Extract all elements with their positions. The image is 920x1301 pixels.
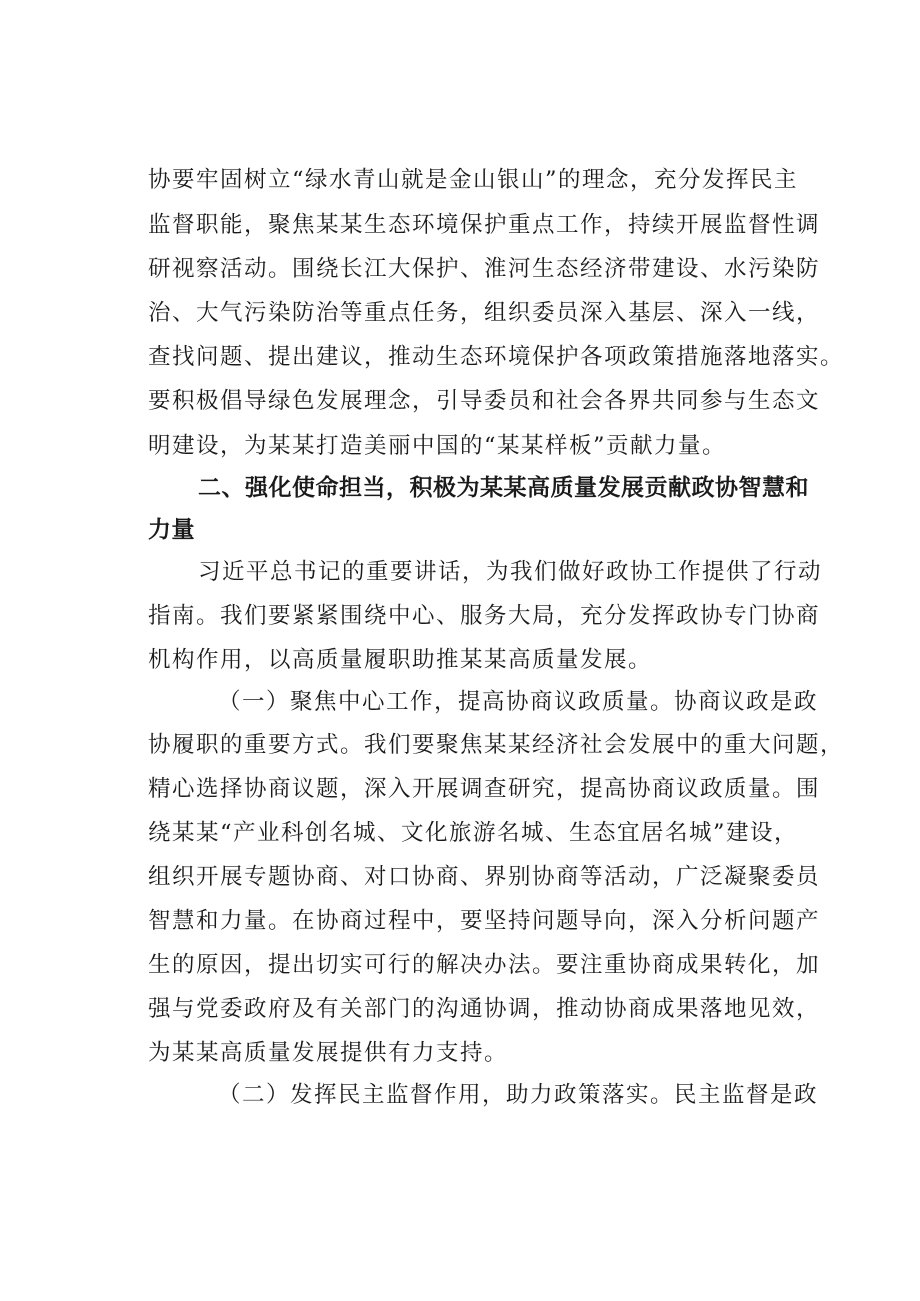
paragraph-line: 监督职能，聚焦某某生态环境保护重点工作，持续开展监督性调 [148, 212, 821, 238]
paragraph-line: 治、大气污染防治等重点任务，组织委员深入基层、深入一线， [148, 300, 821, 326]
paragraph-line: 协履职的重要方式。我们要聚焦某某经济社会发展中的重大问题， [148, 732, 845, 758]
paragraph-line: 智慧和力量。在协商过程中，要坚持问题导向，深入分析问题产 [148, 908, 821, 934]
paragraph-line: 为某某高质量发展提供有力支持。 [148, 1040, 509, 1066]
paragraph-line: 机构作用，以高质量履职助推某某高质量发展。 [148, 647, 653, 673]
paragraph-line: 强与党委政府及有关部门的沟通协调，推动协商成果落地见效， [148, 996, 821, 1022]
paragraph-line: 精心选择协商议题，深入开展调查研究，提高协商议政质量。围 [148, 776, 821, 802]
paragraph-line: （一）聚焦中心工作，提高协商议政质量。协商议政是政 [218, 689, 819, 715]
paragraph-line: 研视察活动。围绕长江大保护、淮河生态经济带建设、水污染防 [148, 256, 821, 282]
paragraph-line: 绕某某“产业科创名城、文化旅游名城、生态宜居名城”建设， [148, 820, 799, 846]
paragraph-line: 生的原因，提出切实可行的解决办法。要注重协商成果转化，加 [148, 952, 821, 978]
paragraph-line: 查找问题、提出建议，推动生态环境保护各项政策措施落地落实。 [148, 344, 845, 370]
paragraph-line: （二）发挥民主监督作用，助力政策落实。民主监督是政 [218, 1082, 819, 1108]
paragraph-line: 明建设，为某某打造美丽中国的“某某样板”贡献力量。 [148, 433, 727, 459]
paragraph-line: 组织开展专题协商、对口协商、界别协商等活动，广泛凝聚委员 [148, 864, 821, 890]
paragraph-line: 要积极倡导绿色发展理念，引导委员和社会各界共同参与生态文 [148, 388, 821, 414]
paragraph-line: 习近平总书记的重要讲话，为我们做好政协工作提供了行动 [198, 559, 823, 585]
section-heading: 力量 [148, 517, 195, 543]
section-heading: 二、强化使命担当，积极为某某高质量发展贡献政协智慧和 [198, 475, 809, 501]
paragraph-line: 协要牢固树立“绿水青山就是金山银山”的理念，充分发挥民主 [148, 167, 799, 193]
paragraph-line: 指南。我们要紧紧围绕中心、服务大局，充分发挥政协专门协商 [148, 603, 821, 629]
